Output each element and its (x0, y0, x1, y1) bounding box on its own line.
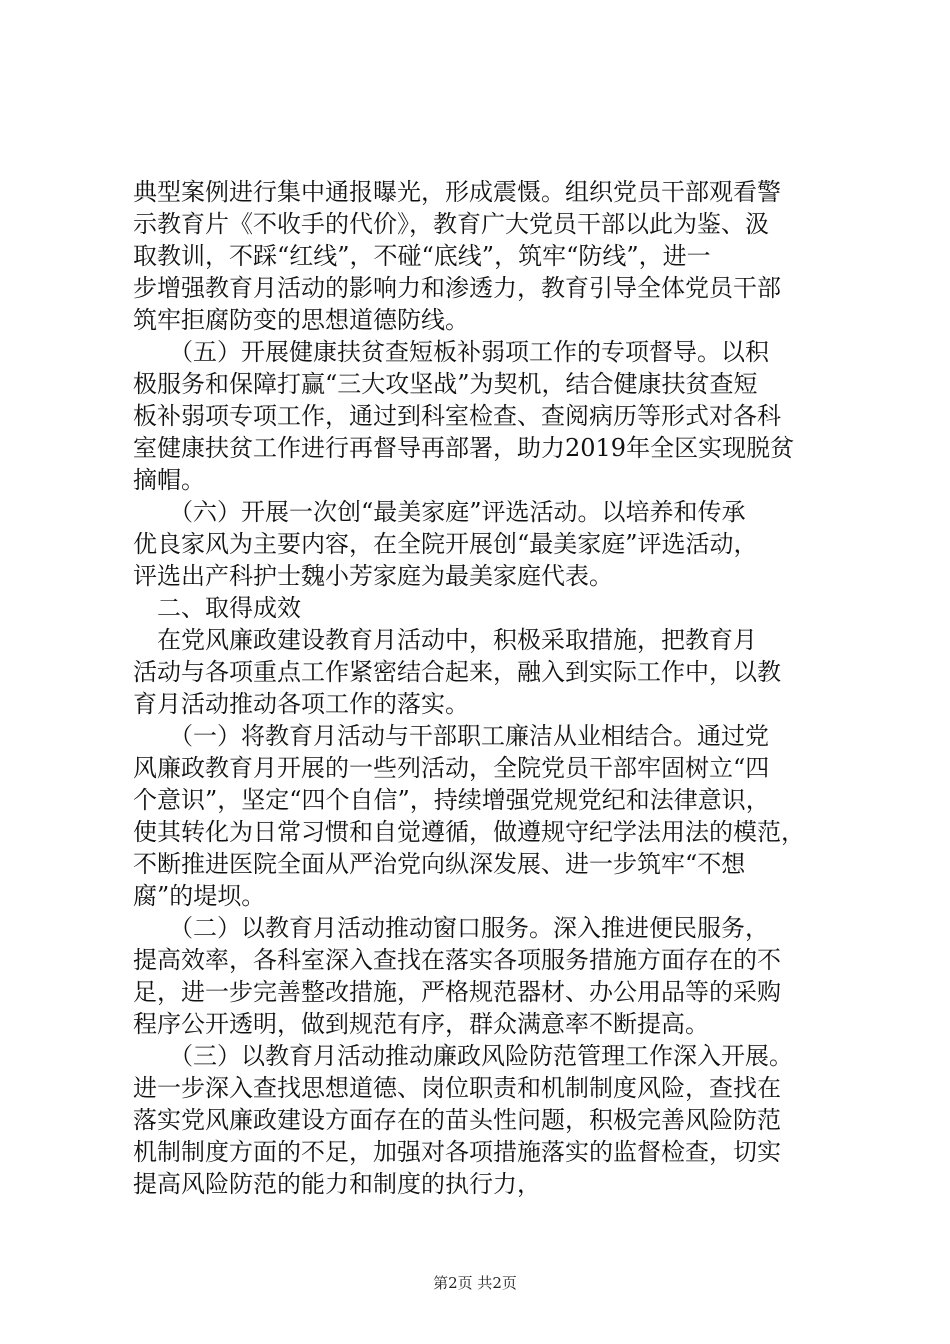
section-heading: 二、取得成效 (133, 594, 301, 622)
text-line: 极服务和保障打赢“三大攻坚战”为契机，结合健康扶贫查短 (133, 370, 758, 398)
text-line: 不断推进医院全面从严治党向纵深发展、进一步筑牢“不想 (133, 850, 746, 878)
text-line: （五）开展健康扶贫查短板补弱项工作的专项督导。以积 (133, 338, 769, 366)
text-line: 典型案例进行集中通报曝光，形成震慑。组织党员干部观看警 (133, 178, 781, 206)
text-line: 机制制度方面的不足，加强对各项措施落实的监督检查，切实 (133, 1138, 781, 1166)
text-line: 评选出产科护士魏小芳家庭为最美家庭代表。 (133, 562, 613, 590)
page-number-footer: 第2页 共2页 (433, 1274, 517, 1292)
text-line: 筑牢拒腐防变的思想道德防线。 (133, 306, 469, 334)
text-line: 步增强教育月活动的影响力和渗透力，教育引导全体党员干部 (133, 274, 781, 302)
text-line: （六）开展一次创“最美家庭”评选活动。以培养和传承 (133, 498, 746, 526)
document-body (133, 176, 833, 1200)
text-line: （一）将教育月活动与干部职工廉洁从业相结合。通过党 (133, 722, 769, 750)
text-line: 在党风廉政建设教育月活动中，积极采取措施，把教育月 (133, 626, 757, 654)
text-line: 进一步深入查找思想道德、岗位职责和机制制度风险，查找在 (133, 1074, 781, 1102)
text-line: 活动与各项重点工作紧密结合起来，融入到实际工作中，以教 (133, 658, 781, 686)
text-line: （三）以教育月活动推动廉政风险防范管理工作深入开展。 (133, 1042, 793, 1070)
text-line: 优良家风为主要内容，在全院开展创“最美家庭”评选活动， (133, 530, 758, 558)
text-line: 程序公开透明，做到规范有序，群众满意率不断提高。 (133, 1010, 709, 1038)
text-line: 育月活动推动各项工作的落实。 (133, 690, 469, 718)
text-line: 个意识”，坚定“四个自信”，持续增强党规党纪和法律意识， (133, 786, 770, 814)
text-line: 风廉政教育月开展的一些列活动，全院党员干部牢固树立“四 (133, 754, 770, 782)
text-line: 提高效率，各科室深入查找在落实各项服务措施方面存在的不 (133, 946, 781, 974)
text-line: 提高风险防范的能力和制度的执行力， (133, 1170, 541, 1198)
text-line: 室健康扶贫工作进行再督导再部署，助力2019年全区实现脱贫 (133, 434, 795, 462)
text-line: 落实党风廉政建设方面存在的苗头性问题，积极完善风险防范 (133, 1106, 781, 1134)
text-line: 示教育片《不收手的代价》，教育广大党员干部以此为鉴、汲 (133, 210, 769, 238)
text-line: 使其转化为日常习惯和自觉遵循，做遵规守纪学法用法的模范， (133, 818, 805, 846)
text-line: 取教训，不踩“红线”，不碰“底线”，筑牢“防线”，进一 (133, 242, 711, 270)
text-line: （二）以教育月活动推动窗口服务。深入推进便民服务， (133, 914, 769, 942)
text-line: 足，进一步完善整改措施，严格规范器材、办公用品等的采购 (133, 978, 781, 1006)
text-line: 摘帽。 (133, 466, 205, 494)
text-line: 板补弱项专项工作，通过到科室检查、查阅病历等形式对各科 (133, 402, 781, 430)
text-line: 腐”的堤坝。 (133, 882, 266, 910)
